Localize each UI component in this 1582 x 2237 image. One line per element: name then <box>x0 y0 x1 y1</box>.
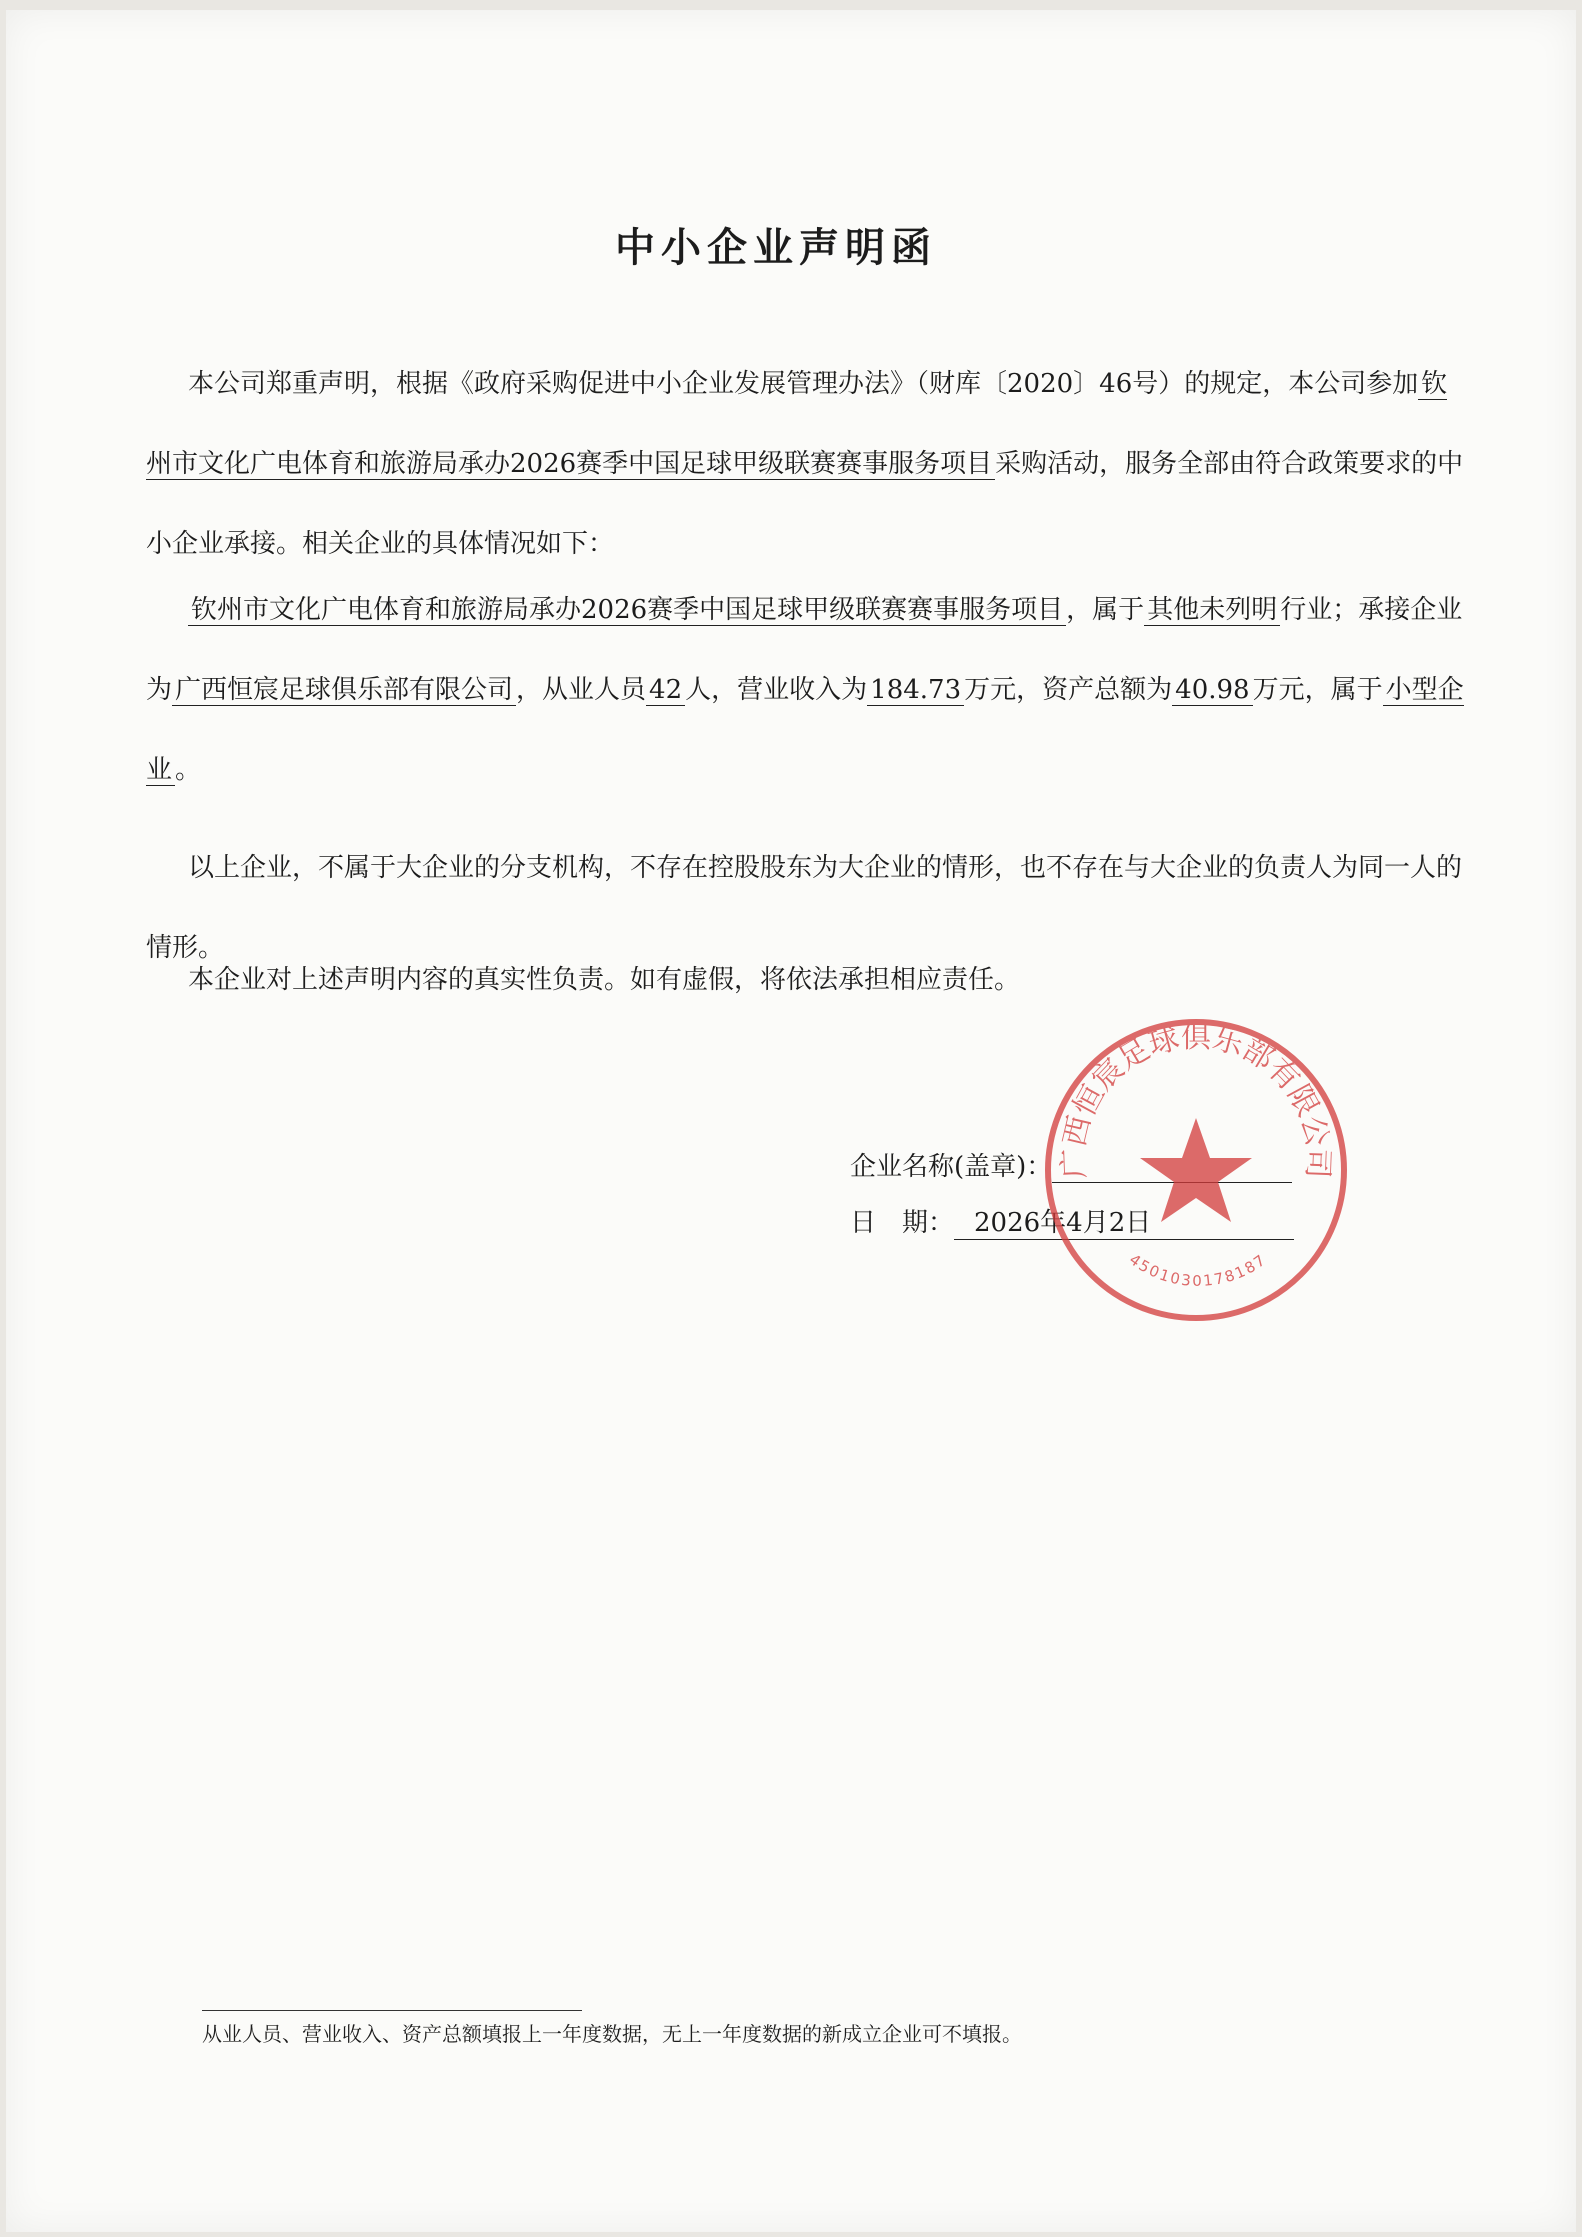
company-name: 广西恒宸足球俱乐部有限公司 <box>172 675 516 706</box>
text-fragment: 行业；承接企业为 <box>146 595 1463 705</box>
industry-value: 其他未列明 <box>1144 595 1280 626</box>
date-label: 日 期： <box>850 1208 955 1238</box>
date-value: 2026年4月2日 <box>954 1202 1294 1240</box>
text-fragment: ，属于 <box>1066 595 1145 625</box>
seal-number-text: 4501030178187 <box>1125 1250 1271 1290</box>
text-fragment: 万元，属于 <box>1252 675 1383 705</box>
revenue-value: 184.73 <box>867 675 964 706</box>
footnote: 从业人员、营业收入、资产总额填报上一年度数据，无上一年度数据的新成立企业可不填报。 <box>202 2022 1022 2046</box>
text-fragment: 人，营业收入为 <box>685 675 868 705</box>
employees-value: 42 <box>646 675 685 706</box>
enterprise-size-value: 小型企业 <box>146 675 1464 785</box>
paragraph-responsibility: 本企业对上述声明内容的真实性负责。如有虚假，将依法承担相应责任。 <box>188 965 1021 995</box>
paragraph-not-branch: 以上企业，不属于大企业的分支机构，不存在控股股东为大企业的情形，也不存在与大企业的负责人为同一人的情形。 <box>146 853 1463 963</box>
seal-star-icon <box>1140 1118 1252 1222</box>
project-name: 钦州市文化广电体育和旅游局承办2026赛季中国足球甲级联赛赛事服务项目 <box>146 369 1448 479</box>
seal-company-text: 广西恒宸足球俱乐部有限公司 <box>1056 1019 1336 1180</box>
declaration-rest: 采购活动，服务全部由符合政策要求的中小企业承接。相关企业的具体情况如下： <box>146 449 1464 559</box>
text-fragment: 万元，资产总额为 <box>964 675 1173 705</box>
project-name-2: 钦州市文化广电体育和旅游局承办2026赛季中国足球甲级联赛赛事服务项目 <box>188 595 1066 626</box>
document-page <box>6 10 1576 2232</box>
assets-value: 40.98 <box>1172 675 1252 706</box>
declaration-intro: 本公司郑重声明，根据《政府采购促进中小企业发展管理办法》（财库〔2020〕46号）的规定，本公司参加 <box>188 369 1419 399</box>
document-title: 中小企业声明函 <box>615 224 937 271</box>
text-fragment: 。 <box>175 755 202 785</box>
company-seal-label: 企业名称(盖章)： <box>850 1152 1053 1182</box>
company-seal-stamp <box>1036 1010 1356 1330</box>
footnote-divider <box>202 2010 582 2011</box>
paragraph-declaration <box>146 344 1466 584</box>
paragraph-enterprise-info <box>146 570 1466 810</box>
text-fragment: ，从业人员 <box>516 675 647 705</box>
